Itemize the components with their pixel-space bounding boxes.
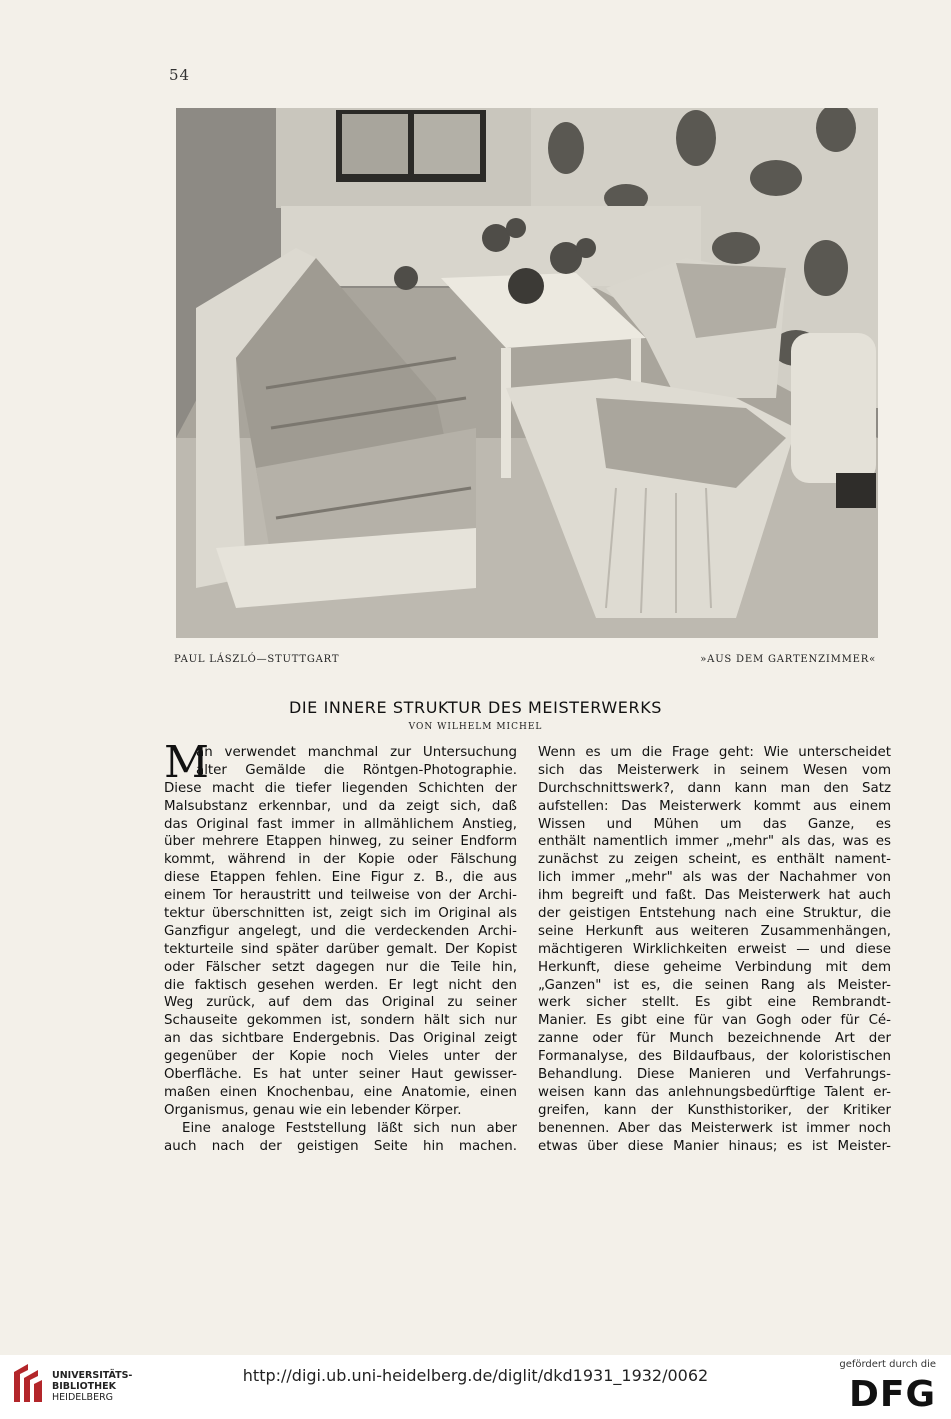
text-line: der geistigen Entstehung nach eine Struktur, die bbox=[538, 906, 891, 922]
text-line: zanne oder für Munch bezeichnende Art der bbox=[538, 1031, 891, 1047]
text-line: etwas über diese Manier hinaus; es ist Meister- bbox=[538, 1138, 891, 1154]
text-line: Manier. Es gibt eine für van Gogh oder für Cé- bbox=[538, 1013, 891, 1029]
text-line: tektur überschnitten ist, zeigt sich im Original als bbox=[164, 906, 517, 922]
text-line: Malsubstanz erkennbar, und da zeigt sich, daß bbox=[164, 798, 517, 814]
text-line: kommt, während in der Kopie oder Fälschung bbox=[164, 852, 517, 868]
text-line: Organismus, genau wie ein lebender Körper. bbox=[164, 1102, 462, 1118]
text-line: auch nach der geistigen Seite hin machen. bbox=[164, 1138, 517, 1154]
funding-note: gefördert durch die bbox=[839, 1359, 936, 1370]
article-byline: VON WILHELM MICHEL bbox=[408, 722, 543, 732]
text-line: lich immer „mehr" als was der Nachahmer von bbox=[538, 870, 891, 886]
text-line: tekturteile sind später darüber gemalt. Der Kopist bbox=[164, 941, 517, 957]
text-line: mächtigeren Wirklichkeiten erweist — und diese bbox=[538, 941, 891, 957]
text-line: zunächst zu zeigen scheint, es enthält nament- bbox=[538, 852, 891, 868]
text-line: alter Gemälde die Röntgen-Photographie. bbox=[196, 762, 517, 778]
text-line: „Ganzen" ist es, die seinen Rang als Meister- bbox=[538, 977, 891, 993]
text-line: greifen, kann der Kunsthistoriker, der Kritiker bbox=[538, 1102, 891, 1118]
institution-line: UNIVERSITÄTS- bbox=[52, 1370, 133, 1381]
text-line: die faktisch gesehen werden. Er legt nicht den bbox=[164, 977, 517, 993]
permalink-url[interactable]: http://digi.ub.uni-heidelberg.de/diglit/dkd1931_1932/0062 bbox=[242, 1366, 709, 1385]
text-line: einem Tor heraustritt und teilweise von der Archi- bbox=[164, 888, 517, 904]
interior-photograph bbox=[176, 108, 878, 638]
institution-line: HEIDELBERG bbox=[52, 1392, 114, 1403]
text-column-left bbox=[164, 737, 517, 1155]
text-line: maßen einen Knochenbau, eine Anatomie, einen bbox=[164, 1084, 517, 1100]
photo-caption-credit: PAUL LÁSZLÓ—STUTTGART bbox=[174, 654, 340, 665]
text-line: an das sichtbare Endergebnis. Das Original zeigt bbox=[164, 1031, 517, 1047]
text-line: Wenn es um die Frage geht: Wie unterscheidet bbox=[538, 745, 891, 760]
article-title: DIE INNERE STRUKTUR DES MEISTERWERKS bbox=[288, 698, 663, 717]
text-line: Diese macht die tiefer liegenden Schichten der bbox=[164, 780, 517, 796]
text-line: Ganzfigur angelegt, und die verdeckenden Archi- bbox=[164, 923, 517, 939]
text-line: Herkunft, diese geheime Verbindung mit dem bbox=[538, 959, 891, 975]
text-line: Weg zurück, auf dem das Original zu seiner bbox=[164, 995, 517, 1011]
text-line: Wissen und Mühen um das Ganze, es bbox=[538, 816, 891, 832]
text-line: Schauseite gekommen ist, sondern hält sich nur bbox=[164, 1013, 517, 1029]
dfg-logo: DFG bbox=[848, 1374, 936, 1415]
drop-cap: M bbox=[164, 737, 210, 788]
text-line: aufstellen: Das Meisterwerk kommt aus einem bbox=[538, 798, 891, 814]
text-line: Behandlung. Diese Manieren und Verfahrungs- bbox=[538, 1067, 891, 1083]
text-line: ihm begreift und faßt. Das Meisterwerk hat auch bbox=[538, 888, 891, 904]
text-line: Formanalyse, des Bildaufbaus, der koloristischen bbox=[538, 1049, 891, 1065]
digitization-footer bbox=[0, 1355, 951, 1419]
text-line: Durchschnittswerk?, dann kann man den Satz bbox=[538, 780, 891, 796]
text-line: weisen kann das anlehnungsbedürftige Talent er- bbox=[538, 1084, 891, 1100]
institution-line: BIBLIOTHEK bbox=[52, 1381, 116, 1392]
text-line: sich das Meisterwerk in seinem Wesen vom bbox=[538, 762, 891, 778]
text-line: oder Fälscher setzt dagegen nur die Teile hin, bbox=[164, 959, 517, 975]
text-line: enthält namentlich immer „mehr" als das, was es bbox=[538, 834, 891, 850]
text-line: benennen. Aber das Meisterwerk ist immer noch bbox=[538, 1120, 891, 1136]
text-line: seine Herkunft aus weiteren Zusammenhängen, bbox=[538, 923, 891, 939]
page-number: 54 bbox=[169, 66, 191, 84]
photo-caption-title: »AUS DEM GARTENZIMMER« bbox=[700, 654, 876, 665]
text-line: über mehrere Etappen hinweg, zu seiner Endform bbox=[164, 834, 517, 850]
text-line: diese Etappen fehlen. Eine Figur z. B., die aus bbox=[164, 870, 517, 886]
text-line: an verwendet manchmal zur Untersuchung bbox=[196, 745, 517, 760]
text-line: werk sicher stellt. Es gibt eine Rembrandt- bbox=[538, 995, 891, 1011]
text-line: Oberfläche. Es hat unter seiner Haut gewisser- bbox=[164, 1067, 517, 1083]
text-line: gegenüber der Kopie noch Vieles unter der bbox=[164, 1049, 517, 1065]
text-line: das Original fast immer in allmählichem Anstieg, bbox=[164, 816, 517, 832]
text-column-right bbox=[538, 744, 891, 1155]
text-line: Eine analoge Feststellung läßt sich nun aber bbox=[182, 1120, 517, 1136]
